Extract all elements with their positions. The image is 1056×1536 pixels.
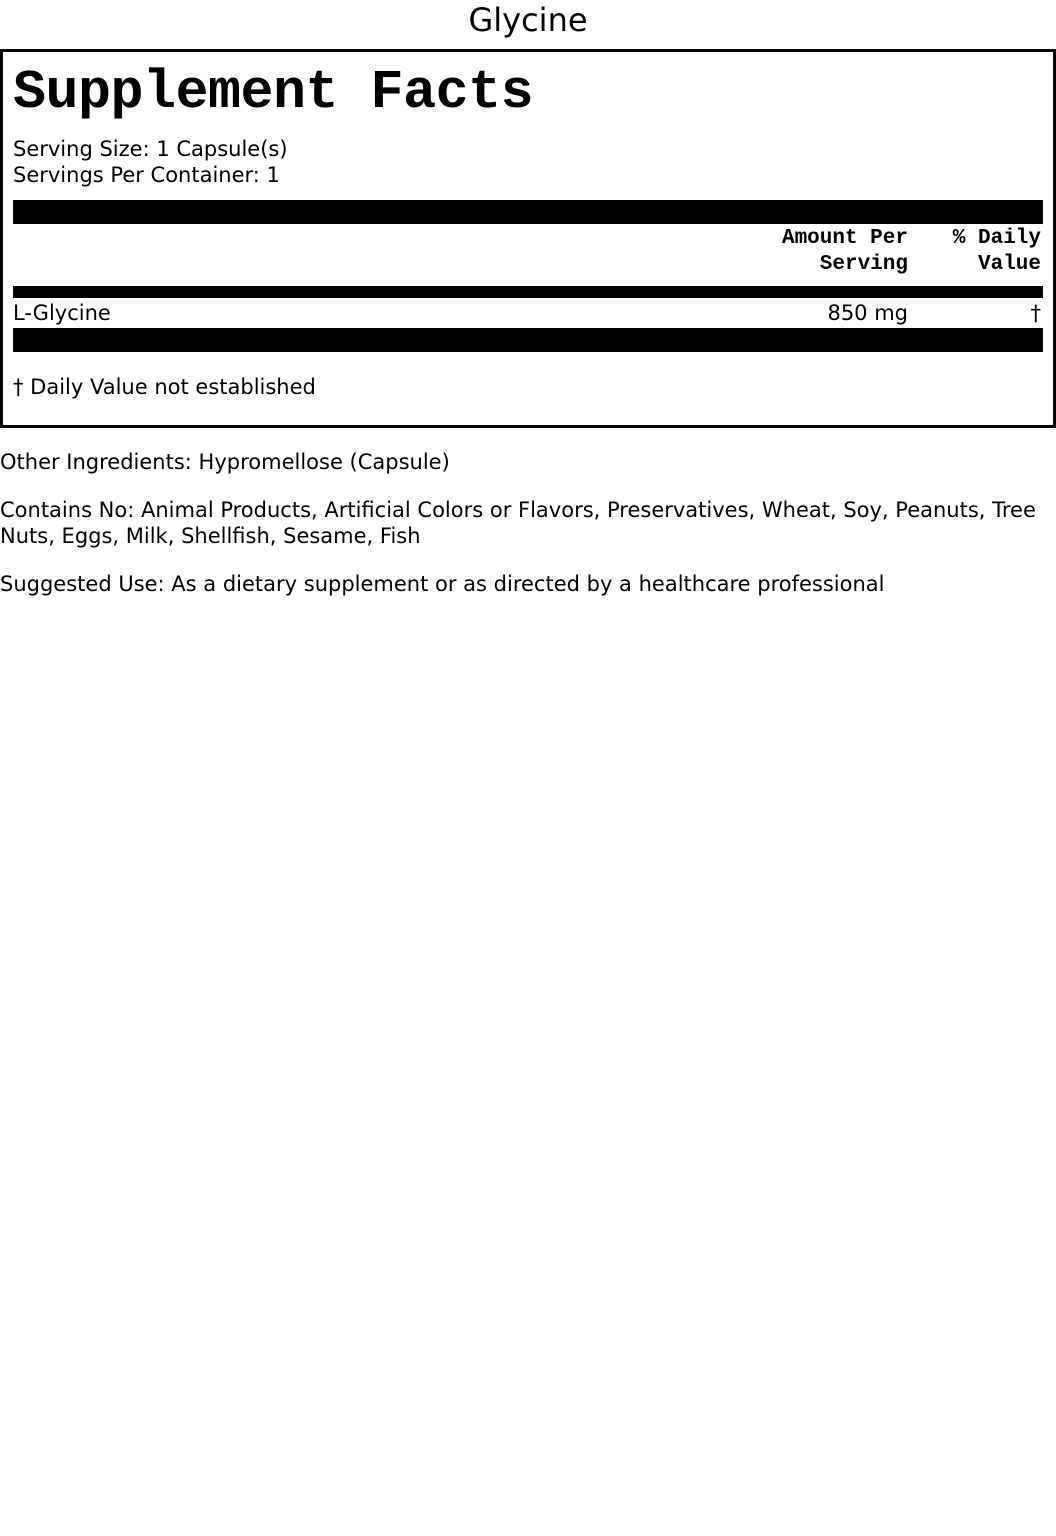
daily-value-footnote: † Daily Value not established <box>13 375 316 399</box>
supplement-facts-panel <box>0 49 1056 428</box>
divider-bar-bottom <box>13 328 1043 352</box>
nutrient-row <box>13 298 1043 328</box>
daily-value-header <box>908 226 1043 278</box>
servings-per-container: Servings Per Container: 1 <box>13 163 280 187</box>
nutrient-daily-value: † <box>1030 301 1041 325</box>
dv-header-line1: % Daily <box>952 227 1041 250</box>
other-ingredients: Other Ingredients: Hypromellose (Capsule) <box>0 450 450 474</box>
page-title: Glycine <box>468 1 588 39</box>
product-details <box>0 449 1056 619</box>
nutrient-name: L-Glycine <box>13 301 111 325</box>
supplement-facts-heading: Supplement Facts <box>13 61 534 124</box>
suggested-use: Suggested Use: As a dietary supplement or as directed by a healthcare professional <box>0 572 885 596</box>
divider-bar-header <box>13 286 1043 298</box>
column-header-row <box>13 224 1043 286</box>
serving-size: Serving Size: 1 Capsule(s) <box>13 137 288 161</box>
divider-bar-top <box>13 200 1043 224</box>
dv-header-line2: Value <box>977 253 1041 276</box>
amount-header-line1: Amount Per <box>781 227 908 250</box>
nutrient-amount: 850 mg <box>827 301 908 325</box>
contains-no: Contains No: Animal Products, Artificial Colors or Flavors, Preservatives, Wheat, Soy, Peanuts, Tree Nuts, Eggs, Milk, Shellfish, Sesame, Fish <box>0 498 1036 548</box>
amount-header-line2: Serving <box>819 253 908 276</box>
amount-per-serving-header <box>708 226 908 278</box>
